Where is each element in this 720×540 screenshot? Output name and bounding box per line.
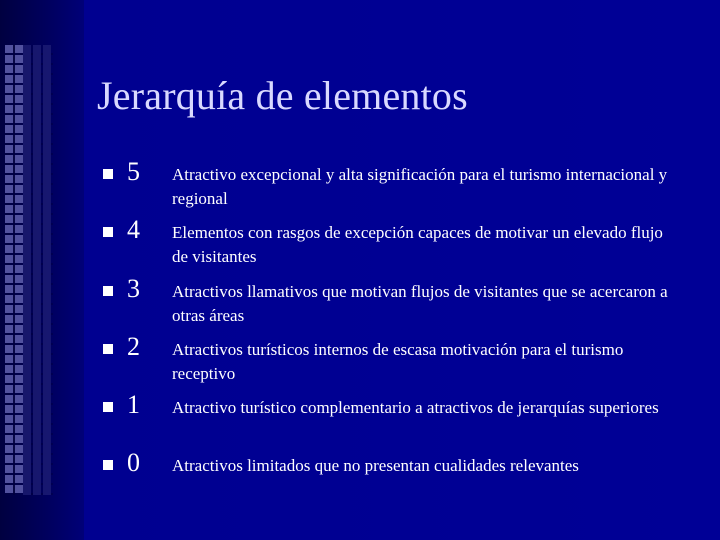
hierarchy-description: Atractivo excepcional y alta significación para el turismo internacional y regional <box>172 165 668 208</box>
list-item <box>0 267 720 325</box>
square-bullet-icon <box>103 286 113 296</box>
hierarchy-description: Atractivos llamativos que motivan flujos de visitantes que se acercaron a otras áreas <box>172 282 668 325</box>
list-item <box>0 325 720 383</box>
square-bullet-icon <box>103 344 113 354</box>
list-item <box>0 150 720 208</box>
square-bullet-icon <box>103 227 113 237</box>
hierarchy-description: Atractivo turístico complementario a atractivos de jerarquías superiores <box>172 398 659 417</box>
hierarchy-number: 5 <box>127 157 140 186</box>
square-bullet-icon <box>103 460 113 470</box>
hierarchy-description: Atractivos turísticos internos de escasa motivación para el turismo receptivo <box>172 340 624 383</box>
hierarchy-number: 0 <box>127 448 140 477</box>
hierarchy-number: 4 <box>127 215 140 244</box>
square-bullet-icon <box>103 402 113 412</box>
list-item <box>0 383 720 441</box>
list-item <box>0 208 720 266</box>
square-bullet-icon <box>103 169 113 179</box>
hierarchy-number: 2 <box>127 332 140 361</box>
hierarchy-list <box>0 150 720 510</box>
hierarchy-number: 3 <box>127 274 140 303</box>
list-item <box>0 441 720 499</box>
hierarchy-number: 1 <box>127 390 140 419</box>
hierarchy-description: Atractivos limitados que no presentan cualidades relevantes <box>172 456 579 475</box>
hierarchy-description: Elementos con rasgos de excepción capaces de motivar un elevado flujo de visitantes <box>172 223 663 266</box>
slide-title: Jerarquía de elementos <box>97 73 468 118</box>
